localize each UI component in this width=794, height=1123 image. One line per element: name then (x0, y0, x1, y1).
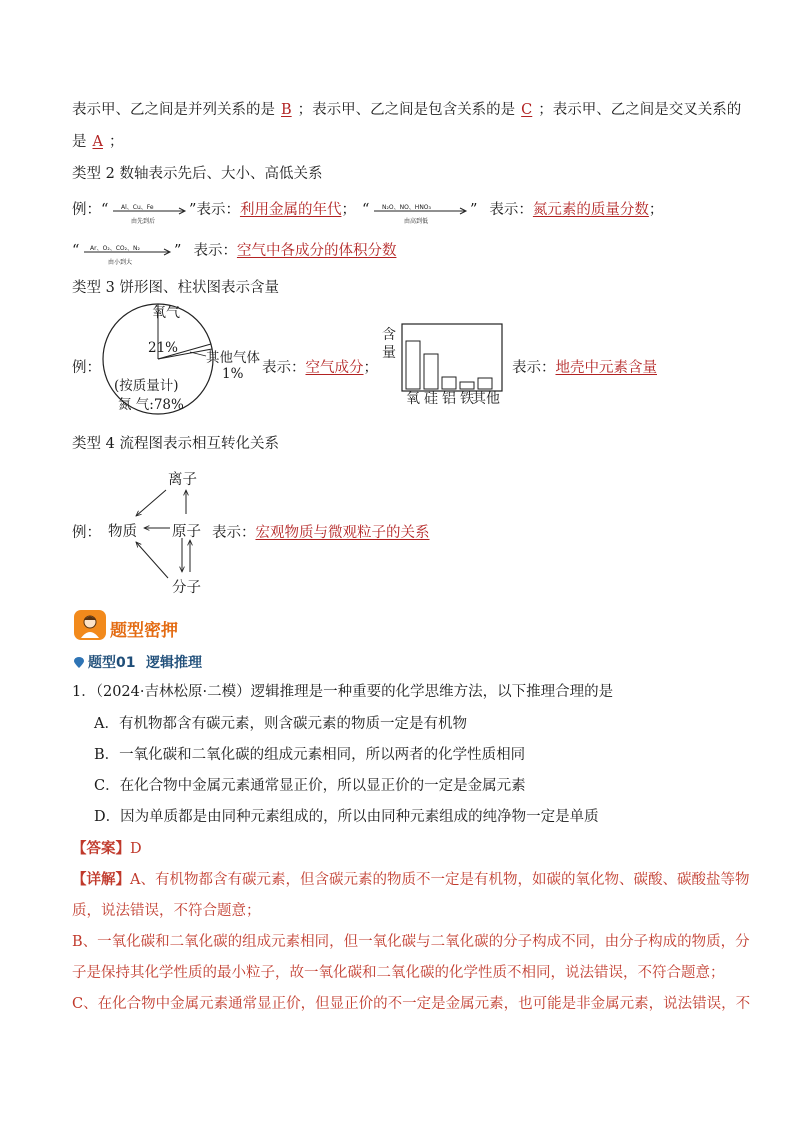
show-label: 表示： (512, 360, 556, 376)
intro-line-2 (72, 132, 123, 152)
intro-line-1 (72, 100, 741, 120)
bar-category-label: 氧 (406, 391, 420, 407)
bar-category-label: 硅 (424, 391, 438, 407)
quote-close: ” (469, 202, 478, 218)
type3-answer-1 (262, 356, 378, 377)
banner-icon (74, 610, 106, 640)
type2-line-2 (72, 241, 397, 266)
bar-category-label: 铝 (442, 391, 456, 407)
bar-ylabel: 含量 (382, 327, 396, 361)
type2-title: 类型 2 数轴表示先后、大小、高低关系 (72, 166, 323, 182)
flow-diagram-arrows (100, 460, 210, 590)
arrow-1-bottom-label: 由先到后 (131, 218, 156, 225)
show-label: 表示： (196, 202, 240, 218)
arrow-3-bottom-label: 由小到大 (108, 259, 133, 266)
quote-close: ” (189, 202, 197, 218)
quote-open: “ (72, 243, 80, 259)
answer-line (72, 839, 142, 859)
detail-line-5: C、在化合物中金属元素通常显正价，但显正价的不一定是金属元素，也可能是非金属元素，说法错误，不 (72, 996, 751, 1012)
number-axis-arrow-3 (84, 241, 174, 266)
quote-open: “ (361, 202, 370, 218)
detail-text: A、有机物都含有碳元素，但含碳元素的物质不一定是有机物，如碳的氧化物、碳酸、碳酸盐等物 (130, 872, 750, 888)
answer-crust-elements: 地壳中元素含量 (555, 360, 657, 376)
section-tag: 题型01 (88, 655, 136, 671)
bar-category-labels (400, 388, 512, 408)
answer-1: 利用金属的年代 (239, 202, 342, 218)
arrow-2-bottom-label: 由高到低 (403, 218, 428, 225)
answer-blank-3: A (92, 134, 103, 150)
type2-line-1 (72, 200, 664, 225)
arrow-1-top-label: Al、Cu、Fe (121, 204, 154, 211)
pie-nitrogen-label: 氮 气:78% (118, 397, 184, 413)
arrow-2-top-label: N₂O、NO、HNO₃ (381, 204, 431, 211)
show-label: 表示： (262, 360, 306, 376)
node-atom: 原子 (172, 524, 201, 540)
show-label: 表示： (193, 243, 237, 259)
pie-other-pct: 1% (222, 366, 244, 382)
intro-text: ；表示甲、乙之间是交叉关系的 (538, 102, 742, 118)
detail-line-4: 子是保持其化学性质的最小粒子，故一氧化碳和二氧化碳的化学性质不相同，说法错误，不符合题意； (72, 965, 725, 981)
arrow-3-top-label: Ar、O₂、CO₂、N₂ (90, 245, 140, 252)
answer-blank-2: C (521, 102, 533, 118)
option-b: B．一氧化碳和二氧化碳的组成元素相同，所以两者的化学性质相同 (94, 747, 526, 763)
detail-line-2: 质，说法错误，不符合题意； (72, 903, 261, 919)
bar-氧 (406, 341, 420, 389)
show-label: 表示： (212, 525, 256, 541)
show-label: 表示： (489, 202, 533, 218)
example-label: 例： (72, 360, 101, 376)
example-label: 例： (72, 525, 101, 541)
answer-blank-1: B (281, 102, 292, 118)
separator: ； (341, 202, 356, 218)
separator: ； (363, 360, 378, 376)
type3-answer-2 (512, 356, 657, 377)
bar-category-label: 铁 (460, 391, 474, 407)
intro-text: 表示甲、乙之间是并列关系的是 (72, 102, 275, 118)
teacher-icon (74, 610, 106, 640)
detail-line-1 (72, 870, 749, 890)
pie-basis-label: (按质量计) (114, 378, 179, 394)
option-d: D．因为单质都是由同种元素组成的，所以由同种元素组成的纯净物一定是单质 (94, 809, 599, 825)
answer-label: 【答案】 (72, 840, 130, 857)
intro-text: ； (108, 134, 124, 150)
answer-3: 空气中各成分的体积分数 (236, 243, 397, 259)
detail-label: 【详解】 (72, 871, 130, 888)
answer-macro-micro: 宏观物质与微观粒子的关系 (255, 525, 430, 541)
pie-oxygen-label: 氧气 (152, 305, 180, 321)
answer-2: 氮元素的质量分数 (532, 202, 649, 218)
answer-value: D (130, 841, 142, 857)
type3-title: 类型 3 饼形图、柱状图表示含量 (72, 280, 279, 296)
node-molecule: 分子 (172, 580, 201, 596)
node-matter: 物质 (108, 524, 137, 540)
number-axis-arrow-1 (113, 200, 189, 225)
separator: ； (648, 202, 664, 218)
question-stem: 1．（2024·吉林松原·二模）逻辑推理是一种重要的化学思维方法，以下推理合理的是 (72, 684, 614, 700)
option-c: C．在化合物中金属元素通常显正价，所以显正价的一定是金属元素 (94, 778, 526, 794)
location-pin-icon (74, 654, 84, 666)
type4-title: 类型 4 流程图表示相互转化关系 (72, 436, 279, 452)
quote-open: “ (101, 202, 109, 218)
node-ion: 离子 (168, 472, 197, 488)
pie-other-label: 其他气体 (206, 350, 260, 366)
intro-text: 是 (72, 134, 87, 150)
pie-oxygen-pct: 21% (148, 340, 179, 356)
section-name: 逻辑推理 (146, 655, 202, 671)
option-a: A．有机物都含有碳元素，则含碳元素的物质一定是有机物 (94, 716, 467, 732)
bar-硅 (424, 354, 438, 389)
banner-title: 题型密押 (110, 621, 178, 641)
type4-answer (212, 521, 430, 542)
number-axis-arrow-2 (374, 200, 470, 225)
detail-line-3: B、一氧化碳和二氧化碳的组成元素相同，但一氧化碳与二氧化碳的分子构成不同，由分子构成的物质，分 (72, 934, 750, 950)
answer-air-composition: 空气成分 (305, 360, 364, 376)
example-label: 例： (72, 202, 101, 218)
quote-close: ” (174, 243, 182, 259)
intro-text: ；表示甲、乙之间是包含关系的是 (297, 102, 516, 118)
bar-category-label: 其他 (472, 391, 500, 407)
